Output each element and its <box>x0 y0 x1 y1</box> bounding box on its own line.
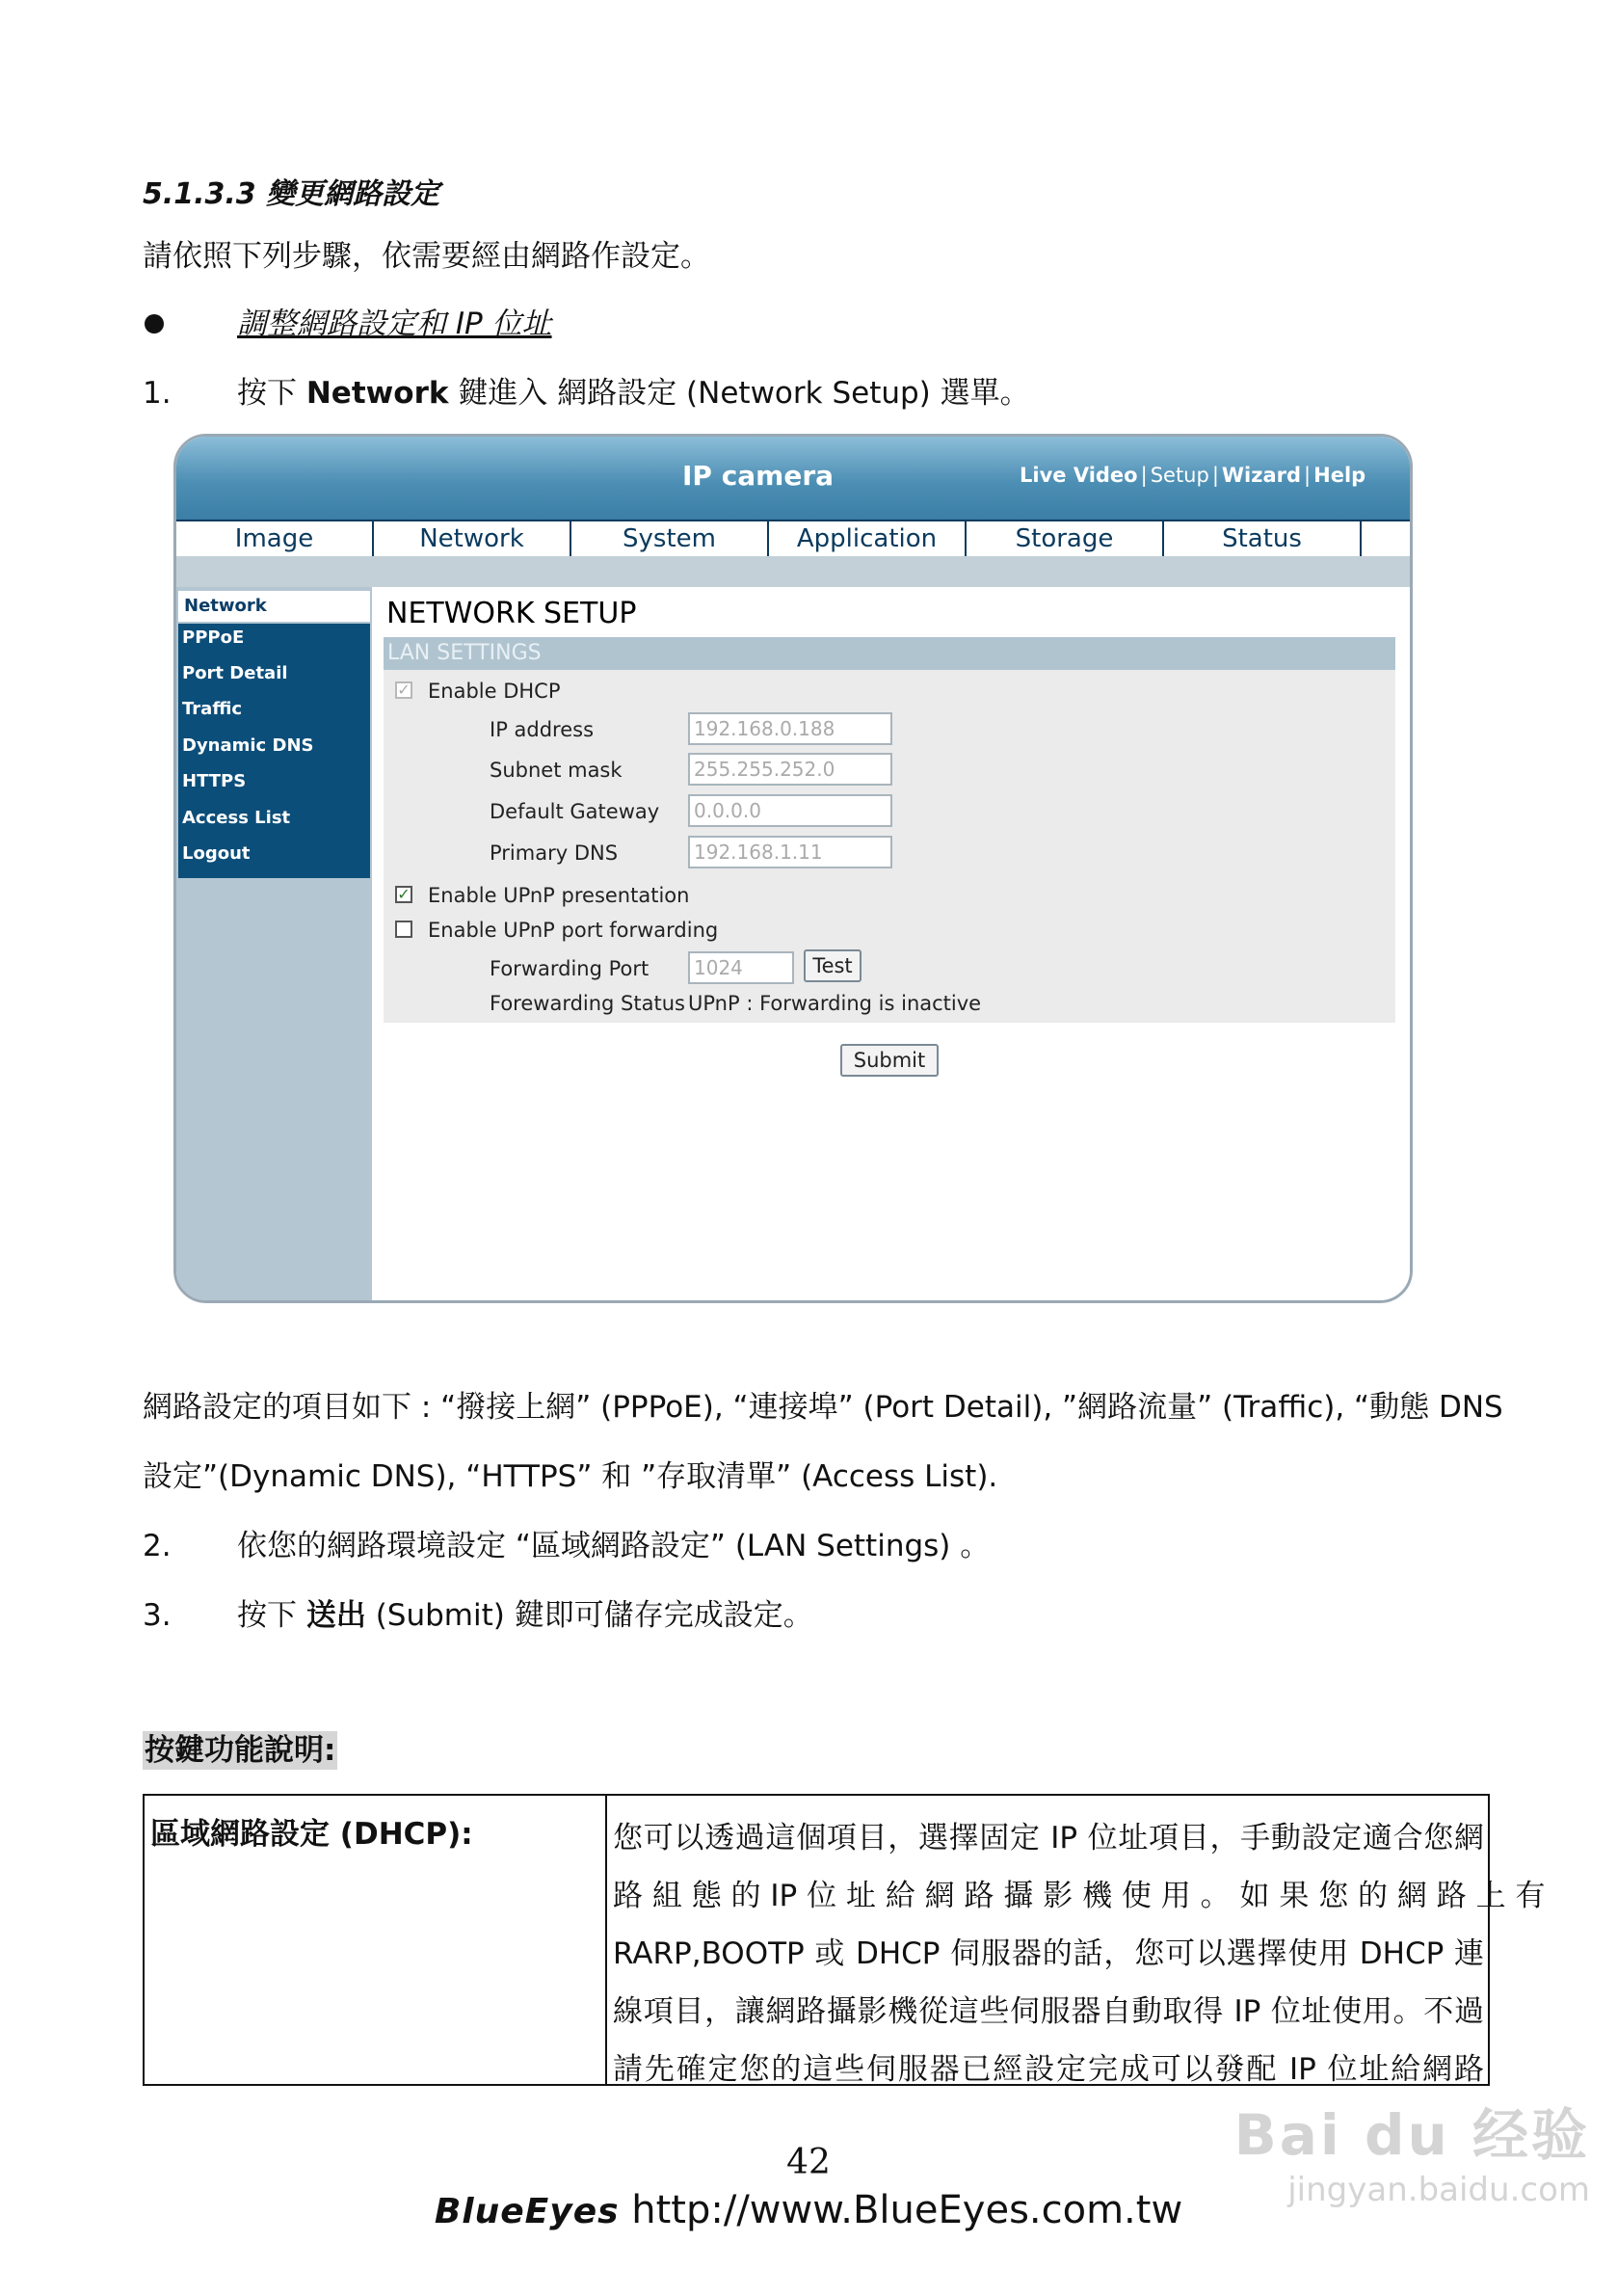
link-live-video[interactable]: Live Video <box>1020 464 1138 487</box>
tab-image[interactable]: Image <box>176 521 374 556</box>
forwarding-port-label: Forwarding Port <box>490 957 649 980</box>
primary-dns-label: Primary DNS <box>490 841 619 865</box>
ip-camera-screenshot <box>173 434 1413 1303</box>
step-2-number: 2. <box>143 1529 172 1563</box>
step-3-text: 按下 送出 (Submit) 鍵即可儲存完成設定。 <box>237 1598 813 1633</box>
tab-system[interactable]: System <box>571 521 769 556</box>
link-wizard[interactable]: Wizard <box>1221 464 1302 487</box>
upnp-presentation-checkbox[interactable]: ✓ <box>395 886 412 903</box>
sub-bar <box>176 556 1410 587</box>
sidebar-item-access-list[interactable]: Access List <box>182 808 291 828</box>
table-divider <box>605 1796 607 2084</box>
camera-header <box>176 437 1410 520</box>
upnp-presentation-label: Enable UPnP presentation <box>428 884 690 907</box>
watermark-logo: Bai du 经验 <box>1233 2102 1590 2168</box>
footer-brand: BlueEyes <box>434 2192 620 2231</box>
lan-settings-bar: LAN SETTINGS <box>384 637 1395 670</box>
tab-network[interactable]: Network <box>374 521 571 556</box>
subnet-mask-label: Subnet mask <box>490 759 623 782</box>
description-line: 線項目，讓網路攝影機從這些伺服器自動取得 IP 位址使用。不過 <box>613 1994 1484 2029</box>
ip-address-label: IP address <box>490 718 595 741</box>
step-2-text: 依您的網路環境設定 “區域網路設定” (LAN Settings) 。 <box>237 1529 991 1563</box>
page-title: NETWORK SETUP <box>386 597 637 630</box>
key-description-table <box>143 1794 1546 2087</box>
submit-button[interactable]: Submit <box>840 1044 939 1077</box>
step-3-number: 3. <box>143 1598 172 1633</box>
items-paragraph-line-2: 設定”(Dynamic DNS), “HTTPS” 和 ”存取清單” (Access List). <box>143 1459 998 1494</box>
step-1-number: 1. <box>143 376 172 411</box>
forwarding-port-input[interactable]: 1024 <box>688 951 794 984</box>
sidebar-item-port-detail[interactable]: Port Detail <box>182 663 288 683</box>
key-description-header: 按鍵功能說明: <box>145 1733 336 1768</box>
table-cell-description <box>613 1809 1546 2098</box>
step-1-text: 按下 Network 鍵進入 網路設定 (Network Setup) 選單。 <box>237 376 1030 411</box>
camera-title: IP camera <box>682 460 835 492</box>
subnet-mask-input[interactable]: 255.255.252.0 <box>688 753 892 786</box>
sidebar-item-traffic[interactable]: Traffic <box>182 699 243 719</box>
top-links: Live Video | Setup | Wizard | Help <box>1020 464 1366 487</box>
watermark <box>1234 2090 1590 2209</box>
default-gateway-input[interactable]: 0.0.0.0 <box>688 794 892 827</box>
bullet-dot <box>145 314 164 334</box>
tab-storage[interactable]: Storage <box>967 521 1164 556</box>
link-setup[interactable]: Setup <box>1150 464 1209 487</box>
sidebar-item-network[interactable]: Network <box>178 591 370 622</box>
upnp-forwarding-checkbox[interactable] <box>395 921 412 938</box>
enable-dhcp-checkbox[interactable]: ✓ <box>395 681 412 699</box>
sidebar-item-logout[interactable]: Logout <box>182 843 251 864</box>
link-help[interactable]: Help <box>1313 464 1366 487</box>
tab-application[interactable]: Application <box>769 521 967 556</box>
test-button[interactable]: Test <box>804 949 862 982</box>
ip-address-input[interactable]: 192.168.0.188 <box>688 712 892 745</box>
forwarding-status-label: Forewarding Status <box>490 992 685 1015</box>
footer-url[interactable]: http://www.BlueEyes.com.tw <box>631 2188 1183 2232</box>
sidebar-item-dynamic-dns[interactable]: Dynamic DNS <box>182 735 314 756</box>
sidebar-menu <box>178 624 370 878</box>
sidebar-item-https[interactable]: HTTPS <box>182 771 247 791</box>
description-line: 路 組 態 的 IP 位 址 給 網 路 攝 影 機 使 用 。 如 果 您 的 網 路 上 有 <box>613 1879 1546 1913</box>
section-heading: 5.1.3.3 變更網路設定 <box>143 177 440 211</box>
network-setup-panel <box>374 587 1410 1300</box>
bullet-text: 調整網路設定和 IP 位址 <box>237 307 552 341</box>
description-line: 請先確定您的這些伺服器已經設定完成可以發配 IP 位址給網路 <box>613 2052 1484 2087</box>
primary-dns-input[interactable]: 192.168.1.11 <box>688 836 892 868</box>
enable-dhcp-label: Enable DHCP <box>428 680 561 703</box>
description-line: RARP,BOOTP 或 DHCP 伺服器的話，您可以選擇使用 DHCP 連 <box>613 1936 1484 1971</box>
tab-status[interactable]: Status <box>1164 521 1362 556</box>
default-gateway-label: Default Gateway <box>490 800 660 823</box>
items-paragraph-line-1: 網路設定的項目如下 : “撥接上網” (PPPoE), “連接埠” (Port Detail), ”網路流量” (Traffic), “動態 DNS <box>143 1390 1503 1425</box>
table-cell-term: 區域網路設定 (DHCP): <box>150 1817 473 1852</box>
upnp-forwarding-label: Enable UPnP port forwarding <box>428 919 719 942</box>
watermark-url: jingyan.baidu.com <box>1287 2171 1590 2209</box>
sidebar-item-pppoe[interactable]: PPPoE <box>182 627 245 648</box>
forwarding-status-value: UPnP : Forwarding is inactive <box>688 992 982 1015</box>
lan-settings-panel <box>384 670 1395 1023</box>
main-tabs <box>176 520 1410 558</box>
description-line: 您可以透過這個項目，選擇固定 IP 位址項目，手動設定適合您網 <box>613 1821 1484 1855</box>
intro-text: 請依照下列步驟，依需要經由網路作設定。 <box>143 239 710 274</box>
page-number: 42 <box>786 2143 831 2182</box>
